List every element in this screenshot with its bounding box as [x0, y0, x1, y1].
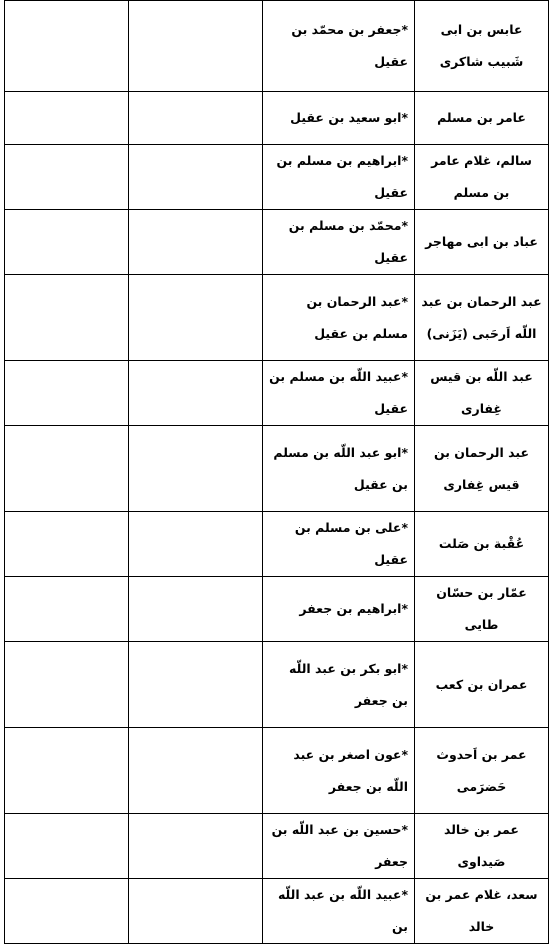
- table-row: [5, 577, 549, 642]
- extra-cell: [129, 210, 263, 275]
- companion-name-cell: عابس بن ابی شَبیب شاکری: [415, 1, 549, 92]
- table-row: [5, 426, 549, 512]
- martyr-name-cell: *علی بن مسلم بن عقیل: [263, 512, 415, 577]
- martyr-name-cell: *عبید اللّه بن عبد اللّه بن: [263, 879, 415, 944]
- martyr-name-cell: *عبد الرحمان بن مسلم بن عقیل: [263, 275, 415, 361]
- companion-name-cell: عمران بن کعب: [415, 642, 549, 728]
- extra-cell: [129, 145, 263, 210]
- extra-cell: [5, 879, 129, 944]
- extra-cell: [5, 814, 129, 879]
- extra-cell: [129, 426, 263, 512]
- table-row: [5, 361, 549, 426]
- table-row: [5, 145, 549, 210]
- extra-cell: [129, 577, 263, 642]
- companion-name-cell: عامر بن مسلم: [415, 92, 549, 145]
- martyr-name-cell: *ابو بکر بن عبد اللّه بن جعفر: [263, 642, 415, 728]
- extra-cell: [5, 1, 129, 92]
- extra-cell: [5, 361, 129, 426]
- extra-cell: [5, 145, 129, 210]
- martyr-name-cell: *حسین بن عبد اللّه بن جعفر: [263, 814, 415, 879]
- companion-name-cell: سالم، غلام عامر بن مسلم: [415, 145, 549, 210]
- extra-cell: [5, 577, 129, 642]
- extra-cell: [5, 426, 129, 512]
- extra-cell: [129, 728, 263, 814]
- table-row: [5, 1, 549, 92]
- extra-cell: [5, 728, 129, 814]
- table-row: [5, 642, 549, 728]
- table-row: [5, 275, 549, 361]
- martyr-name-cell: *ابراهیم بن مسلم بن عقیل: [263, 145, 415, 210]
- martyr-name-cell: *عون اصغر بن عبد اللّه بن جعفر: [263, 728, 415, 814]
- table-row: [5, 210, 549, 275]
- extra-cell: [129, 361, 263, 426]
- table-row: [5, 814, 549, 879]
- companion-name-cell: عبد الرحمان بن قیس غِفاری: [415, 426, 549, 512]
- companion-name-cell: عمر بن اَحدوث حَضرَمی: [415, 728, 549, 814]
- martyr-name-cell: *عبید اللّه بن مسلم بن عقیل: [263, 361, 415, 426]
- extra-cell: [129, 814, 263, 879]
- table-row: [5, 879, 549, 944]
- extra-cell: [129, 92, 263, 145]
- extra-cell: [5, 92, 129, 145]
- table-row: [5, 728, 549, 814]
- martyr-name-cell: *جعفر بن محمّد بن عقیل: [263, 1, 415, 92]
- extra-cell: [5, 642, 129, 728]
- extra-cell: [129, 879, 263, 944]
- companion-name-cell: عبد اللّه بن قیس غِفاری: [415, 361, 549, 426]
- table-row: [5, 92, 549, 145]
- martyr-name-cell: *ابو عبد اللّه بن مسلم بن عقیل: [263, 426, 415, 512]
- companion-name-cell: عمر بن خالد صَیداوی: [415, 814, 549, 879]
- martyrs-table: [4, 0, 549, 944]
- martyr-name-cell: *ابو سعید بن عقیل: [263, 92, 415, 145]
- companion-name-cell: عباد بن ابی مهاجر: [415, 210, 549, 275]
- companion-name-cell: عبد الرحمان بن عبد اللّه اَرحَبی (یَزَنی): [415, 275, 549, 361]
- martyr-name-cell: *ابراهیم بن جعفر: [263, 577, 415, 642]
- table-row: [5, 512, 549, 577]
- extra-cell: [129, 642, 263, 728]
- table-body: [5, 1, 549, 944]
- companion-name-cell: عُقْبة بن صَلت: [415, 512, 549, 577]
- extra-cell: [129, 512, 263, 577]
- extra-cell: [129, 275, 263, 361]
- companion-name-cell: سعد، غلام عمر بن خالد: [415, 879, 549, 944]
- extra-cell: [5, 512, 129, 577]
- companion-name-cell: عمّار بن حسّان طایی: [415, 577, 549, 642]
- martyr-name-cell: *محمّد بن مسلم بن عقیل: [263, 210, 415, 275]
- extra-cell: [129, 1, 263, 92]
- extra-cell: [5, 275, 129, 361]
- extra-cell: [5, 210, 129, 275]
